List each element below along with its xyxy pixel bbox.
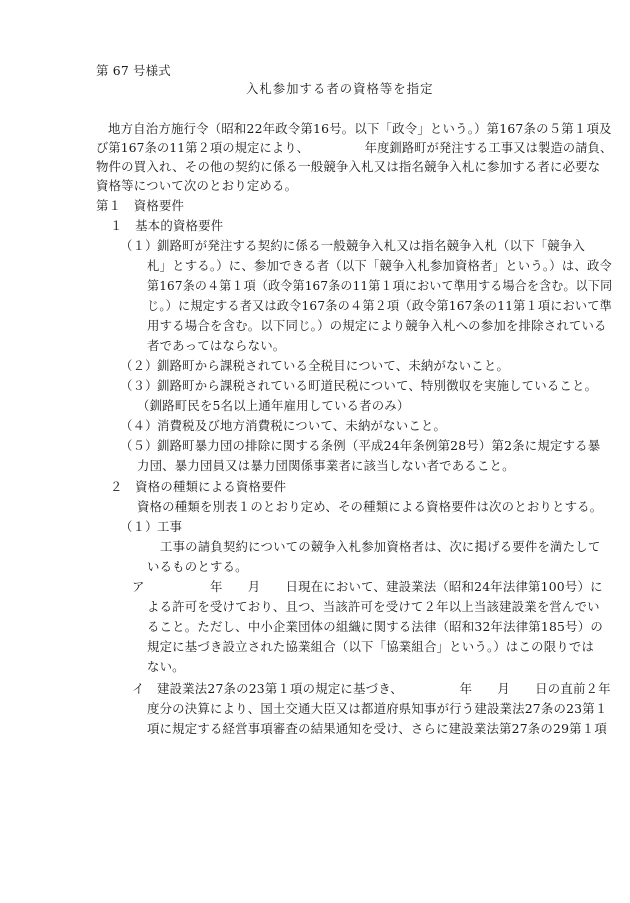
item-number: （４） — [120, 418, 158, 433]
clause-text-line: よる許可を受けており、且つ、当該許可を受けて２年以上当該建設業を営んでい — [147, 599, 600, 614]
clause-text-line: 建設業法27条の23第１項の規定に基づき、 年 月 日の直前２年 — [157, 681, 611, 696]
item-text-line: 釧路町から課税されている全税目について、未納がないこと。 — [157, 358, 510, 373]
clause-marker: ア — [132, 579, 145, 594]
clause-text-line: 年 月 日現在において、建設業法（昭和24年法律第100号）に — [147, 579, 603, 594]
item-number: （２） — [120, 358, 158, 373]
clause-text-line: ない。 — [147, 659, 185, 674]
intro-line: 物件の買入れ、その他の契約に係る一般競争入札又は指名競争入札に参加する者に必要な — [96, 159, 601, 174]
subsection-heading: ２ 資格の種類による資格要件 — [110, 479, 287, 494]
item-label: 工事 — [157, 519, 183, 534]
item-text-line: じ。）に規定する者又は政令167条の４第２項（政令第167条の11第１項において準 — [147, 298, 612, 313]
clause-text-line: 規定に基づき設立された協業組合（以下「協業組合」という。）はこの限りでは — [147, 639, 595, 654]
item-number: （１） — [120, 519, 158, 534]
subsection-heading: １ 基本的資格要件 — [110, 218, 224, 233]
item-number: （３） — [120, 378, 158, 393]
item-text-line: 者であってはならない。 — [147, 338, 286, 353]
section-heading: 第１ 資格要件 — [96, 198, 185, 213]
intro-line: 資格等について次のとおり定める。 — [96, 178, 298, 193]
item-number: （１） — [120, 238, 158, 253]
clause-text-line: 度分の決算により、国土交通大臣又は都道府県知事が行う建設業法27条の23第１ — [147, 701, 608, 716]
clause-text-line: ること。ただし、中小企業団体の組織に関する法律（昭和32年法律第185号）の — [147, 619, 603, 634]
item-text-line: 釧路町暴力団の排除に関する条例（平成24年条例第28号）第2条に規定する暴 — [157, 438, 601, 453]
form-number: 第 67 号様式 — [96, 63, 171, 78]
item-text-line: 札」とする。）に、参加できる者（以下「競争入札参加資格者」という。）は、政令 — [147, 258, 613, 273]
item-number: （５） — [120, 438, 158, 453]
subsection-intro: 資格の種類を別表１のとおり定め、その種類による資格要件は次のとおりとする。 — [137, 499, 603, 514]
clause-text-line: 項に規定する経営事項審査の結果通知を受け、さらに建設業法第27条の29第１項 — [147, 721, 607, 736]
item-text-line: （釧路町民を5名以上通年雇用している者のみ） — [137, 398, 410, 413]
item-text-line: 消費税及び地方消費税について、未納がないこと。 — [157, 418, 447, 433]
clause-marker: イ — [132, 681, 145, 696]
item-text-line: 釧路町が発注する契約に係る一般競争入札又は指名競争入札（以下「競争入 — [157, 238, 586, 253]
item-text-line: いるものとする。 — [147, 559, 248, 574]
intro-line: 地方自治方施行令（昭和22年政令第16号。以下「政令」という。）第167条の５第１項及 — [108, 121, 612, 136]
item-text-line: 力団、暴力団員又は暴力団関係事業者に該当しない者であること。 — [137, 458, 515, 473]
item-text-line: 用する場合を含む。以下同じ。）の規定により競争入札への参加を排除されている — [147, 318, 607, 333]
item-text-line: 第167条の４第１項（政令第167条の11第１項において準用する場合を含む。以下同 — [147, 278, 613, 293]
intro-line: び第167条の11第２項の規定により、 年度釧路町が発注する工事又は製造の請負、 — [96, 140, 613, 155]
item-text-line: 釧路町から課税されている町道民税について、特別徴収を実施していること。 — [157, 378, 598, 393]
item-text-line: 工事の請負契約についての競争入札参加資格者は、次に掲げる要件を満たして — [160, 539, 601, 554]
document-title: 入札参加する者の資格等を指定 — [246, 81, 434, 96]
